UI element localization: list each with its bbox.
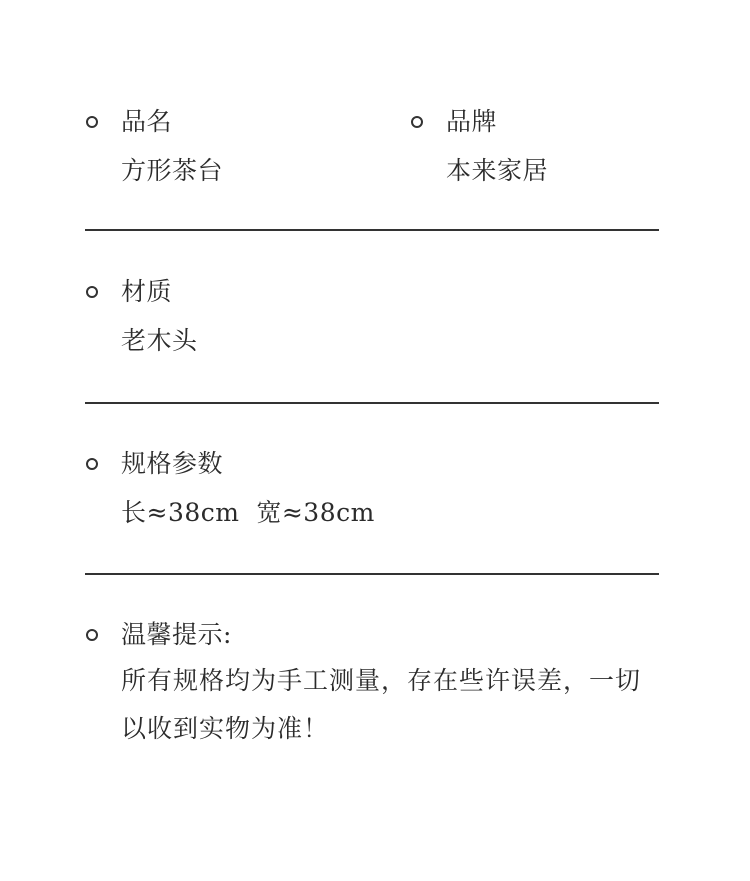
- notice-label: 温馨提示:: [121, 620, 232, 649]
- bullet-circle-icon: [86, 286, 98, 298]
- product-name-item: [86, 108, 386, 188]
- brand-item: [411, 108, 711, 188]
- brand-value: 本来家居: [446, 156, 549, 185]
- specs-label: 规格参数: [121, 449, 224, 478]
- section-divider: [85, 229, 659, 231]
- material-item: [86, 278, 646, 358]
- notice-item: [86, 621, 666, 761]
- bullet-circle-icon: [86, 629, 98, 641]
- specs-item: [86, 450, 646, 530]
- brand-label: 品牌: [446, 107, 498, 136]
- bullet-circle-icon: [86, 116, 98, 128]
- material-value: 老木头: [121, 326, 198, 355]
- material-label: 材质: [121, 277, 173, 306]
- specs-value: 长≈38cm 宽≈38cm: [121, 498, 375, 527]
- product-name-value: 方形茶台: [121, 156, 224, 185]
- bullet-circle-icon: [411, 116, 423, 128]
- notice-text: 所有规格均为手工测量，存在些许误差，一切以收到实物为准！: [121, 666, 642, 743]
- bullet-circle-icon: [86, 458, 98, 470]
- product-name-label: 品名: [121, 107, 173, 136]
- section-divider: [85, 573, 659, 575]
- section-divider: [85, 402, 659, 404]
